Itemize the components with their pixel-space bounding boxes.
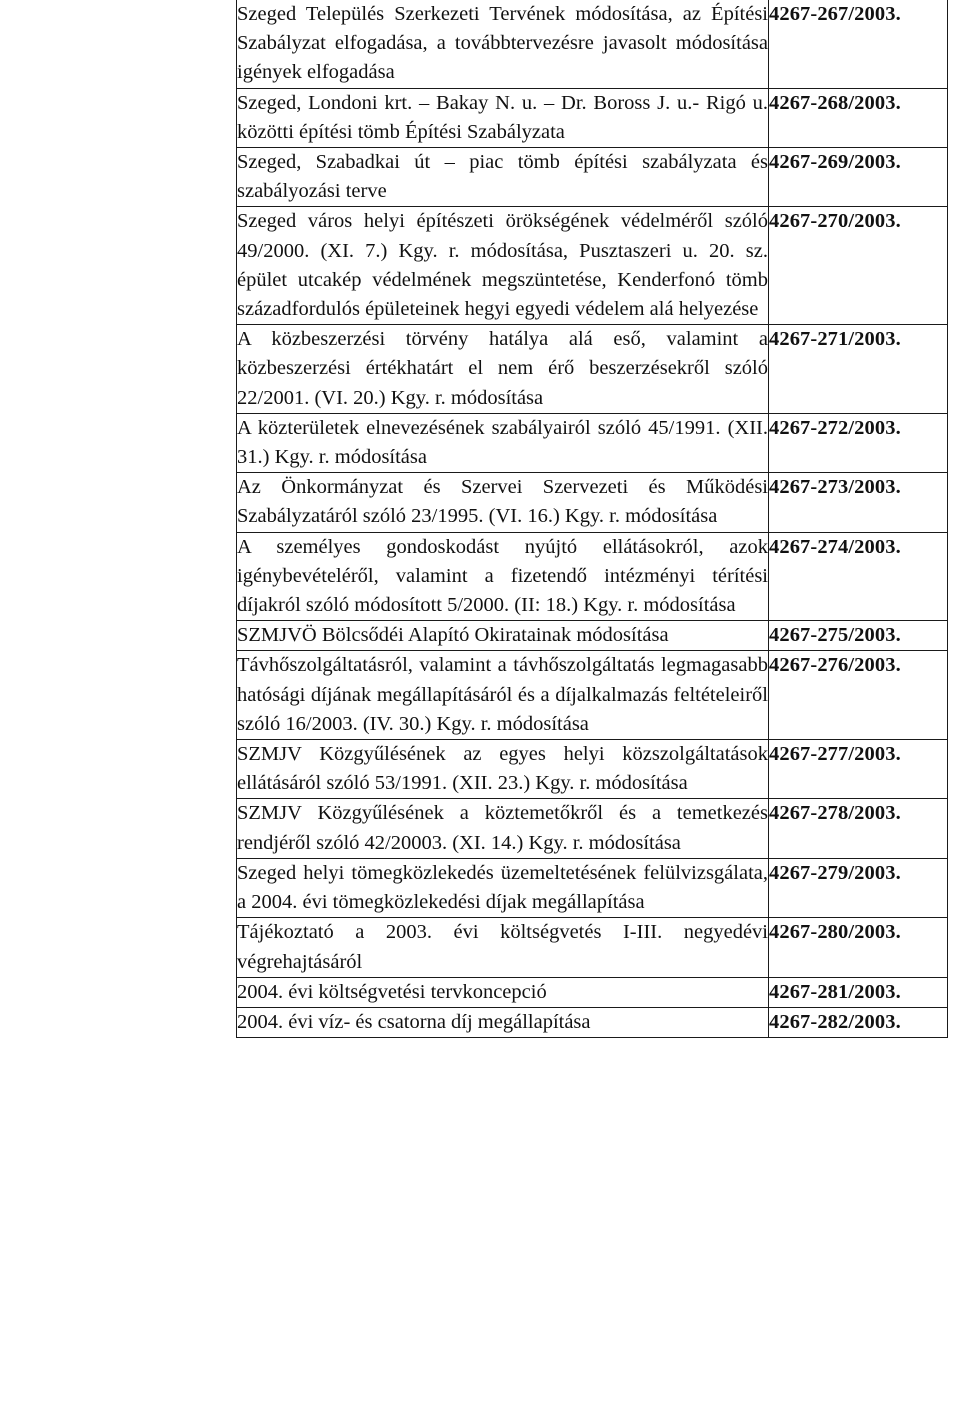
resolution-description: Távhőszolgáltatásról, valamint a távhőszolgáltatás legmagasabb hatósági díjának megállapításáról és a díjalkalmazás feltételeiről szóló 16/2003. (IV. 30.) Kgy. r. módosítása [237, 651, 769, 740]
resolution-number: 4267-279/2003. [769, 858, 948, 917]
resolution-number: 4267-282/2003. [769, 1007, 948, 1037]
resolution-description: SZMJV Közgyűlésének az egyes helyi közszolgáltatások ellátásáról szóló 53/1991. (XII. 23.) Kgy. r. módosítása [237, 740, 769, 799]
resolution-number: 4267-280/2003. [769, 918, 948, 977]
resolutions-table [236, 0, 948, 1038]
resolution-description: Szeged, Szabadkai út – piac tömb építési szabályzata és szabályozási terve [237, 148, 769, 207]
resolution-description: 2004. évi víz- és csatorna díj megállapítása [237, 1007, 769, 1037]
table-row [237, 532, 948, 621]
resolution-number: 4267-273/2003. [769, 473, 948, 532]
resolution-number: 4267-281/2003. [769, 977, 948, 1007]
resolution-description: A személyes gondoskodást nyújtó ellátásokról, azok igénybevételéről, valamint a fizetendő intézményi térítési díjakról szóló módosított 5/2000. (II: 18.) Kgy. r. módosítása [237, 532, 769, 621]
resolution-number: 4267-272/2003. [769, 413, 948, 472]
table-row [237, 413, 948, 472]
table-row [237, 473, 948, 532]
resolution-description: Szeged helyi tömegközlekedés üzemeltetésének felülvizsgálata, a 2004. évi tömegközlekedési díjak megállapítása [237, 858, 769, 917]
resolution-number: 4267-267/2003. [769, 0, 948, 88]
resolution-number: 4267-278/2003. [769, 799, 948, 858]
table-row [237, 325, 948, 414]
resolution-number: 4267-275/2003. [769, 621, 948, 651]
resolution-description: A közterületek elnevezésének szabályairól szóló 45/1991. (XII. 31.) Kgy. r. módosítása [237, 413, 769, 472]
resolution-number: 4267-270/2003. [769, 207, 948, 325]
table-row [237, 621, 948, 651]
resolution-description: Szeged város helyi építészeti örökségének védelméről szóló 49/2000. (XI. 7.) Kgy. r. módosítása, Pusztaszeri u. 20. sz. épület utcakép védelmének megszüntetése, Kenderfonó tömb századfordulós épületeinek hegyi egyedi védelem alá helyezése [237, 207, 769, 325]
resolution-number: 4267-269/2003. [769, 148, 948, 207]
table-row [237, 918, 948, 977]
resolution-number: 4267-271/2003. [769, 325, 948, 414]
resolutions-table-body [237, 0, 948, 1038]
table-row [237, 0, 948, 88]
resolution-description: SZMJV Közgyűlésének a köztemetőkről és a temetkezés rendjéről szóló 42/20003. (XI. 14.) Kgy. r. módosítása [237, 799, 769, 858]
resolution-description: Szeged Település Szerkezeti Tervének módosítása, az Építési Szabályzat elfogadása, a továbbtervezésre javasolt módosítása igények elfogadása [237, 0, 769, 88]
resolution-description: Szeged, Londoni krt. – Bakay N. u. – Dr. Boross J. u.- Rigó u. közötti építési tömb Építési Szabályzata [237, 88, 769, 147]
resolution-description: Az Önkormányzat és Szervei Szervezeti és Működési Szabályzatáról szóló 23/1995. (VI. 16.) Kgy. r. módosítása [237, 473, 769, 532]
table-row [237, 977, 948, 1007]
table-row [237, 148, 948, 207]
table-row [237, 740, 948, 799]
table-row [237, 207, 948, 325]
table-row [237, 1007, 948, 1037]
resolution-description: Tájékoztató a 2003. évi költségvetés I-III. negyedévi végrehajtásáról [237, 918, 769, 977]
resolution-description: 2004. évi költségvetési tervkoncepció [237, 977, 769, 1007]
table-row [237, 651, 948, 740]
resolution-number: 4267-268/2003. [769, 88, 948, 147]
resolution-number: 4267-277/2003. [769, 740, 948, 799]
table-row [237, 799, 948, 858]
resolution-description: SZMJVÖ Bölcsődéi Alapító Okiratainak módosítása [237, 621, 769, 651]
resolution-number: 4267-276/2003. [769, 651, 948, 740]
resolution-number: 4267-274/2003. [769, 532, 948, 621]
table-row [237, 88, 948, 147]
table-row [237, 858, 948, 917]
resolution-description: A közbeszerzési törvény hatálya alá eső, valamint a közbeszerzési értékhatárt el nem érő beszerzésekről szóló 22/2001. (VI. 20.) Kgy. r. módosítása [237, 325, 769, 414]
